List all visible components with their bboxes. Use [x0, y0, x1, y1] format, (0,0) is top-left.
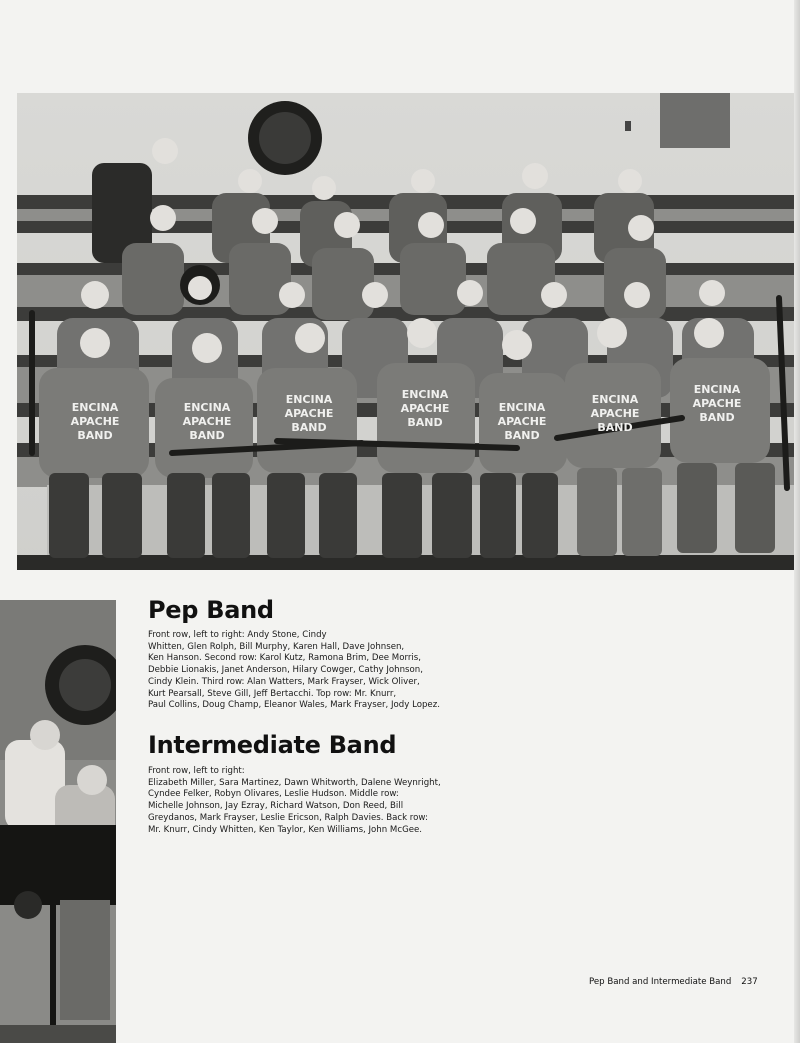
svg-text:ENCINA: ENCINA — [401, 388, 449, 401]
svg-text:ENCINA: ENCINA — [693, 383, 741, 396]
caption-line: Mr. Knurr, Cindy Whitten, Ken Taylor, Ken Williams, John McGee. — [148, 824, 423, 835]
page-number: 237 — [741, 977, 758, 987]
caption-line: Debbie Lionakis, Janet Anderson, Hilary Cowger, Cathy Johnson, — [148, 665, 423, 676]
svg-text:BAND: BAND — [597, 421, 633, 434]
svg-text:APACHE: APACHE — [182, 415, 232, 428]
svg-text:ENCINA: ENCINA — [71, 401, 119, 414]
intermediate-band-title: Intermediate Band — [148, 731, 397, 759]
intermediate-band-caption — [148, 766, 458, 836]
caption-line: Cyndee Felker, Robyn Olivares, Leslie Hudson. Middle row: — [148, 789, 399, 800]
caption-line: Front row, left to right: — [148, 766, 245, 776]
running-title: Pep Band and Intermediate Band — [589, 977, 732, 987]
caption-line: Kurt Pearsall, Steve Gill, Jeff Bertacchi. Top row: Mr. Knurr, — [148, 688, 397, 699]
svg-text:APACHE: APACHE — [590, 407, 640, 420]
svg-text:BAND: BAND — [189, 429, 225, 442]
svg-text:BAND: BAND — [699, 411, 735, 424]
svg-text:APACHE: APACHE — [284, 407, 334, 420]
caption-line: Whitten, Glen Rolph, Bill Murphy, Karen Hall, Dave Johnsen, — [148, 641, 405, 652]
caption-line: Paul Collins, Doug Champ, Eleanor Wales, Mark Frayser, Jody Lopez. — [148, 700, 440, 711]
intermediate-band-candid-photo — [0, 600, 116, 1043]
svg-text:ENCINA: ENCINA — [183, 401, 231, 414]
page-edge — [794, 0, 800, 1043]
pep-band-title: Pep Band — [148, 596, 274, 624]
svg-text:ENCINA: ENCINA — [591, 393, 639, 406]
caption-line: Greydanos, Mark Frayser, Leslie Ericson, Ralph Davies. Back row: — [148, 812, 428, 823]
svg-text:APACHE: APACHE — [692, 397, 742, 410]
svg-text:ENCINA: ENCINA — [285, 393, 333, 406]
svg-text:APACHE: APACHE — [400, 402, 450, 415]
pep-band-group-photo — [17, 93, 794, 570]
svg-text:BAND: BAND — [407, 416, 443, 429]
caption-line: Cindy Klein. Third row: Alan Watters, Mark Frayser, Wick Oliver, — [148, 676, 420, 687]
caption-line: Michelle Johnson, Jay Ezray, Richard Watson, Don Reed, Bill — [148, 801, 404, 812]
svg-text:BAND: BAND — [504, 429, 540, 442]
svg-text:ENCINA: ENCINA — [498, 401, 546, 414]
caption-line: Elizabeth Miller, Sara Martinez, Dawn Whitworth, Dalene Weynright, — [148, 777, 441, 788]
page-footer — [589, 977, 758, 987]
svg-text:BAND: BAND — [77, 429, 113, 442]
caption-line: Ken Hanson. Second row: Karol Kutz, Ramona Brim, Dee Morris, — [148, 653, 421, 664]
svg-text:APACHE: APACHE — [497, 415, 547, 428]
svg-text:APACHE: APACHE — [70, 415, 120, 428]
caption-line: Front row, left to right: Andy Stone, Cindy — [148, 630, 327, 640]
svg-text:BAND: BAND — [291, 421, 327, 434]
pep-band-caption — [148, 630, 458, 712]
